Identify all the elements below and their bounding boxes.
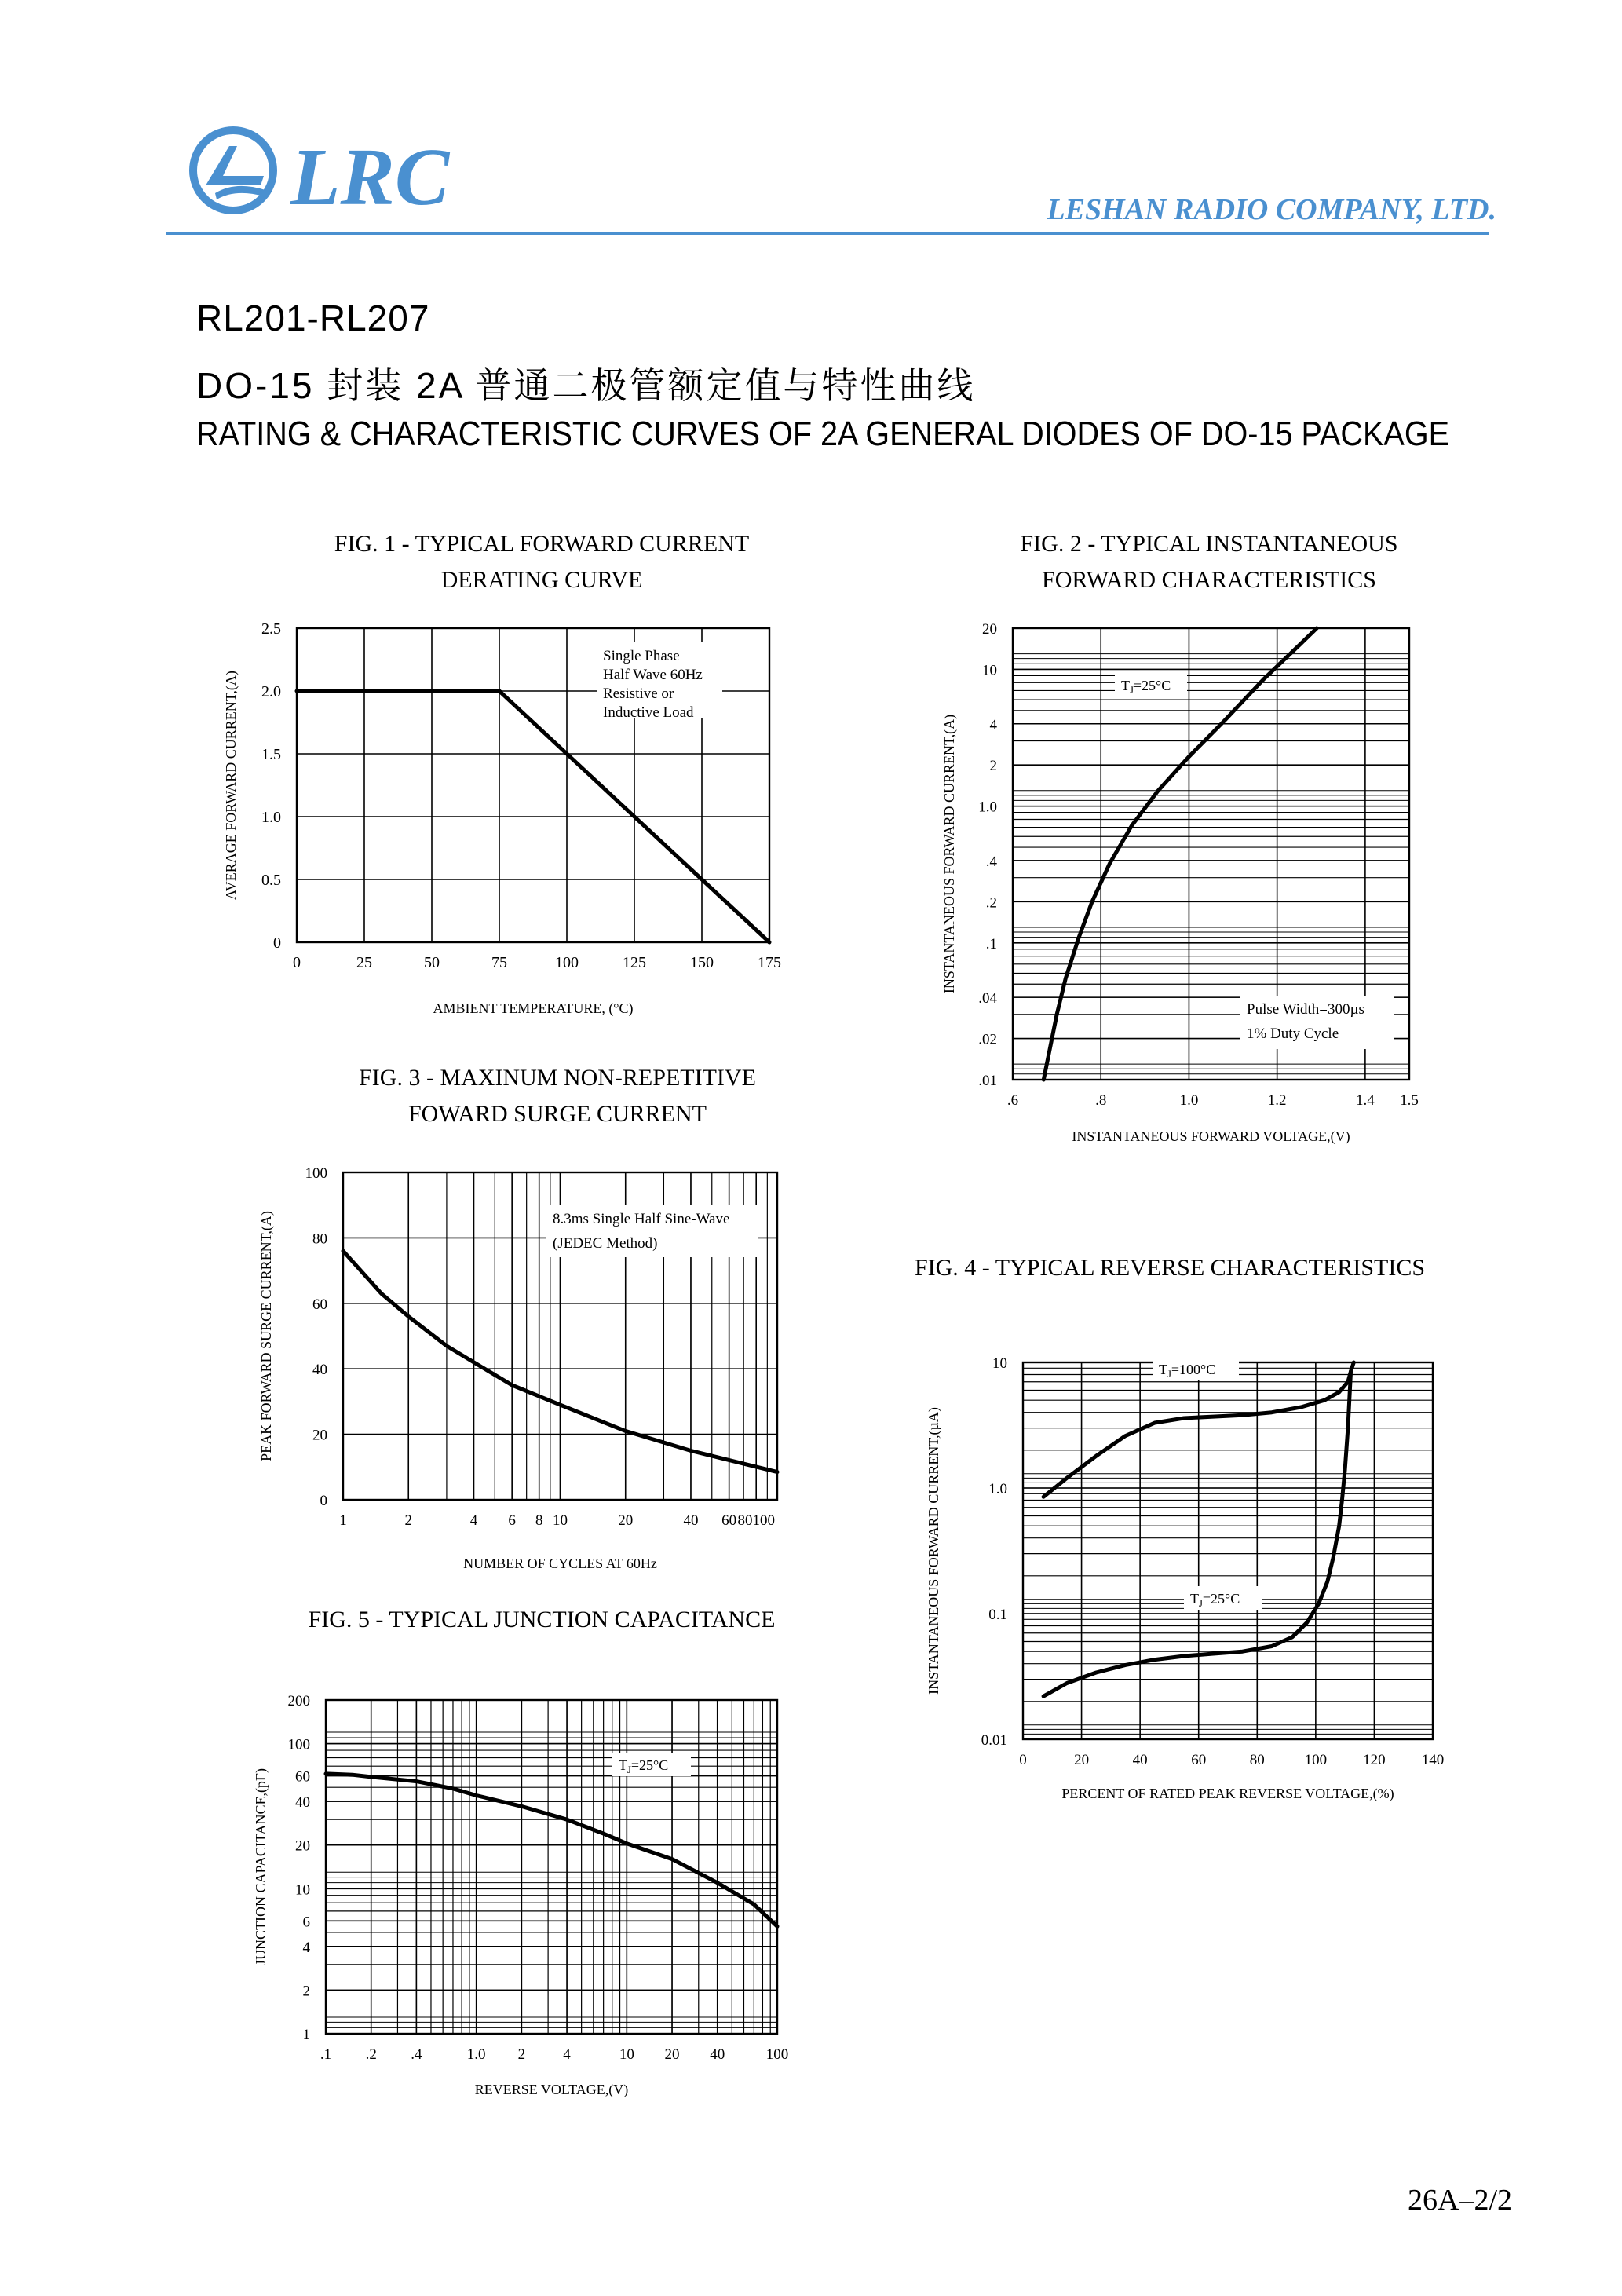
fig1-xtick-label: 50 bbox=[424, 954, 440, 971]
fig2-ytick-label: .2 bbox=[985, 894, 997, 912]
fig3-ytick-label: 80 bbox=[312, 1230, 327, 1248]
fig1-annotation-text: Inductive Load bbox=[603, 704, 694, 721]
fig2-caption-line2: FORWARD CHARACTERISTICS bbox=[1042, 567, 1376, 593]
fig5-xtick-label: 1.0 bbox=[466, 2046, 486, 2063]
fig4-annotation-tj100-text: $T_J=100^\circ C$ bbox=[1159, 1362, 1216, 1380]
fig4-ytick-label: 0.01 bbox=[981, 1732, 1007, 1749]
fig3-xtick-label: 80100 bbox=[737, 1512, 775, 1529]
chinese-title: DO-15 封装 2A 普通二极管额定值与特性曲线 bbox=[196, 365, 976, 406]
fig3-ytick-label: 40 bbox=[312, 1362, 327, 1379]
fig2-ytick-label: .01 bbox=[978, 1073, 997, 1089]
fig2-xtick-label: .6 bbox=[1006, 1092, 1019, 1109]
fig2-ytick-label: 1.0 bbox=[978, 799, 997, 816]
fig1-caption-line1: FIG. 1 - TYPICAL FORWARD CURRENT bbox=[334, 531, 750, 557]
fig1-ytick-label: 1.0 bbox=[261, 809, 281, 826]
fig5-ytick-label: 40 bbox=[295, 1794, 310, 1812]
fig1-ylabel: AVERAGE FORWARD CURRENT,(A) bbox=[223, 671, 239, 900]
fig5-ytick-label: 10 bbox=[295, 1881, 310, 1899]
fig5-ytick-label: 100 bbox=[287, 1736, 310, 1753]
fig4-xtick-label: 100 bbox=[1304, 1752, 1328, 1768]
fig3-xtick-label: 20 bbox=[618, 1512, 634, 1529]
fig2-ytick-label: .4 bbox=[985, 853, 997, 870]
fig1-annotation-text: Resistive or bbox=[603, 686, 674, 702]
fig1-ytick-label: 1.5 bbox=[261, 746, 281, 763]
fig5-xtick-label: 20 bbox=[664, 2046, 680, 2063]
fig1-ytick-label: 2.5 bbox=[261, 620, 281, 638]
fig5-ytick-label: 4 bbox=[302, 1939, 310, 1956]
fig3-annotation-text: 8.3ms Single Half Sine-Wave bbox=[553, 1211, 730, 1227]
fig5-ytick-label: 2 bbox=[302, 1983, 310, 2000]
fig2-ytick-label: .02 bbox=[978, 1031, 997, 1048]
fig4-xtick-label: 20 bbox=[1074, 1752, 1090, 1768]
fig3-xtick-label: 8 bbox=[535, 1512, 543, 1529]
fig1-caption-line2: DERATING CURVE bbox=[440, 567, 643, 593]
fig1-annotation-text: Half Wave 60Hz bbox=[603, 667, 703, 683]
fig2-xlabel: INSTANTANEOUS FORWARD VOLTAGE,(V) bbox=[1072, 1128, 1350, 1144]
fig4-ytick-label: 1.0 bbox=[988, 1481, 1007, 1497]
fig2-ylabel: INSTANTANEOUS FORWARD CURRENT,(A) bbox=[941, 714, 957, 994]
fig3-xtick-label: 2 bbox=[404, 1512, 412, 1529]
fig1-annotation-text: Single Phase bbox=[603, 648, 680, 664]
fig2-annotation-pulse-text: Pulse Width=300µs bbox=[1247, 1001, 1364, 1018]
fig4-xtick-label: 60 bbox=[1191, 1752, 1207, 1768]
fig3-xtick-label: 1 bbox=[339, 1512, 347, 1529]
fig2-annotation-pulse-text: 1% Duty Cycle bbox=[1247, 1026, 1339, 1042]
fig1-xtick-label: 150 bbox=[690, 954, 714, 971]
english-title: RATING & CHARACTERISTIC CURVES OF 2A GENERAL DIODES OF DO-15 PACKAGE bbox=[196, 415, 1450, 453]
fig5-ytick-label: 1 bbox=[302, 2027, 310, 2043]
fig3-ylabel: PEAK FORWARD SURGE CURRENT,(A) bbox=[258, 1211, 274, 1461]
fig2-ytick-label: 2 bbox=[989, 758, 997, 775]
fig5-caption-line1: FIG. 5 - TYPICAL JUNCTION CAPACITANCE bbox=[308, 1607, 776, 1632]
fig5-xtick-label: .1 bbox=[320, 2046, 332, 2063]
fig5-ytick-label: 20 bbox=[295, 1837, 310, 1855]
fig1-ytick-label: 0 bbox=[273, 934, 281, 952]
fig3-xtick-label: 4 bbox=[469, 1512, 478, 1529]
fig5-xtick-label: 4 bbox=[563, 2046, 571, 2063]
fig4-xlabel: PERCENT OF RATED PEAK REVERSE VOLTAGE,(%) bbox=[1061, 1786, 1394, 1801]
fig4-annotation-tj25-text: $T_J=25^\circ C$ bbox=[1190, 1591, 1240, 1609]
fig5-ytick-label: 6 bbox=[302, 1914, 310, 1931]
page-number: 26A–2/2 bbox=[1408, 2184, 1512, 2217]
fig1-xtick-label: 0 bbox=[293, 954, 301, 971]
fig1-ytick-label: 2.0 bbox=[261, 683, 281, 700]
fig4-xtick-label: 80 bbox=[1249, 1752, 1265, 1768]
fig3-xlabel: NUMBER OF CYCLES AT 60Hz bbox=[463, 1556, 657, 1571]
fig5-xtick-label: 40 bbox=[710, 2046, 725, 2063]
fig3-xtick-label: 60 bbox=[721, 1512, 737, 1529]
fig3-ytick-label: 100 bbox=[305, 1165, 327, 1182]
fig4-ytick-label: 0.1 bbox=[988, 1607, 1007, 1623]
fig4-xtick-label: 140 bbox=[1421, 1752, 1445, 1768]
fig4-ylabel: INSTANTANEOUS FORWARD CURRENT,(µA) bbox=[926, 1407, 941, 1695]
part-number-title: RL201-RL207 bbox=[196, 298, 430, 338]
fig2-xtick-label: 1.5 bbox=[1400, 1092, 1419, 1109]
fig3-caption-line1: FIG. 3 - MAXINUM NON-REPETITIVE bbox=[359, 1065, 756, 1091]
fig2-xtick-label: .8 bbox=[1095, 1092, 1107, 1109]
fig2-ytick-label: .04 bbox=[978, 990, 997, 1007]
fig5-xtick-label: .4 bbox=[411, 2046, 422, 2063]
fig4-ytick-label: 10 bbox=[992, 1355, 1007, 1372]
fig5-ytick-label: 200 bbox=[287, 1693, 310, 1709]
fig3-xtick-label: 10 bbox=[553, 1512, 568, 1529]
fig1-xtick-label: 75 bbox=[491, 954, 507, 971]
fig1-xlabel: AMBIENT TEMPERATURE, (°C) bbox=[433, 1000, 634, 1016]
fig4-xtick-label: 120 bbox=[1363, 1752, 1386, 1768]
fig4-series-1-line bbox=[1043, 1371, 1351, 1696]
fig4-frame bbox=[1023, 1362, 1433, 1739]
fig4-caption-line1: FIG. 4 - TYPICAL REVERSE CHARACTERISTICS bbox=[914, 1255, 1426, 1281]
fig2-xtick-label: 1.4 bbox=[1356, 1092, 1375, 1109]
fig1-xtick-label: 25 bbox=[356, 954, 372, 971]
fig2-caption-line1: FIG. 2 - TYPICAL INSTANTANEOUS bbox=[1020, 531, 1398, 557]
fig5-ylabel: JUNCTION CAPACITANCE,(pF) bbox=[253, 1768, 269, 1965]
fig5-xlabel: REVERSE VOLTAGE,(V) bbox=[474, 2082, 629, 2097]
fig2-annotation-tj-text: $T_J=25^\circ C$ bbox=[1121, 678, 1171, 696]
fig2-ytick-label: 10 bbox=[982, 662, 997, 679]
fig1-ytick-label: 0.5 bbox=[261, 872, 281, 889]
fig5-series-0-line bbox=[326, 1774, 777, 1926]
fig3-ytick-label: 60 bbox=[312, 1296, 327, 1313]
fig1-xtick-label: 100 bbox=[555, 954, 579, 971]
fig3-ytick-label: 20 bbox=[312, 1427, 327, 1444]
fig5-xtick-label: 10 bbox=[619, 2046, 634, 2063]
fig2-xtick-label: 1.0 bbox=[1179, 1092, 1199, 1109]
fig3-xtick-label: 6 bbox=[508, 1512, 516, 1529]
fig5-xtick-label: 100 bbox=[765, 2046, 789, 2063]
company-name: LESHAN RADIO COMPANY, LTD. bbox=[1047, 193, 1496, 226]
fig3-ytick-label: 0 bbox=[320, 1493, 327, 1509]
logo-text: LRC bbox=[290, 132, 450, 216]
fig4-xtick-label: 0 bbox=[1019, 1752, 1027, 1768]
fig2-ytick-label: .1 bbox=[985, 935, 997, 952]
fig2-xtick-label: 1.2 bbox=[1267, 1092, 1287, 1109]
fig4-xtick-label: 40 bbox=[1132, 1752, 1148, 1768]
fig5-ytick-label: 60 bbox=[295, 1768, 310, 1786]
fig2-ytick-label: 4 bbox=[989, 716, 997, 733]
fig5-xtick-label: 2 bbox=[517, 2046, 526, 2063]
fig3-caption-line2: FOWARD SURGE CURRENT bbox=[407, 1101, 707, 1127]
fig2-ytick-label: 20 bbox=[982, 621, 997, 638]
fig3-xtick-label: 40 bbox=[683, 1512, 699, 1529]
fig3-annotation-text: (JEDEC Method) bbox=[553, 1235, 658, 1252]
fig1-xtick-label: 175 bbox=[758, 954, 781, 971]
fig5-annotation-tj-text: $T_J=25^\circ C$ bbox=[619, 1757, 669, 1775]
fig1-xtick-label: 125 bbox=[623, 954, 646, 971]
fig5-xtick-label: .2 bbox=[365, 2046, 377, 2063]
